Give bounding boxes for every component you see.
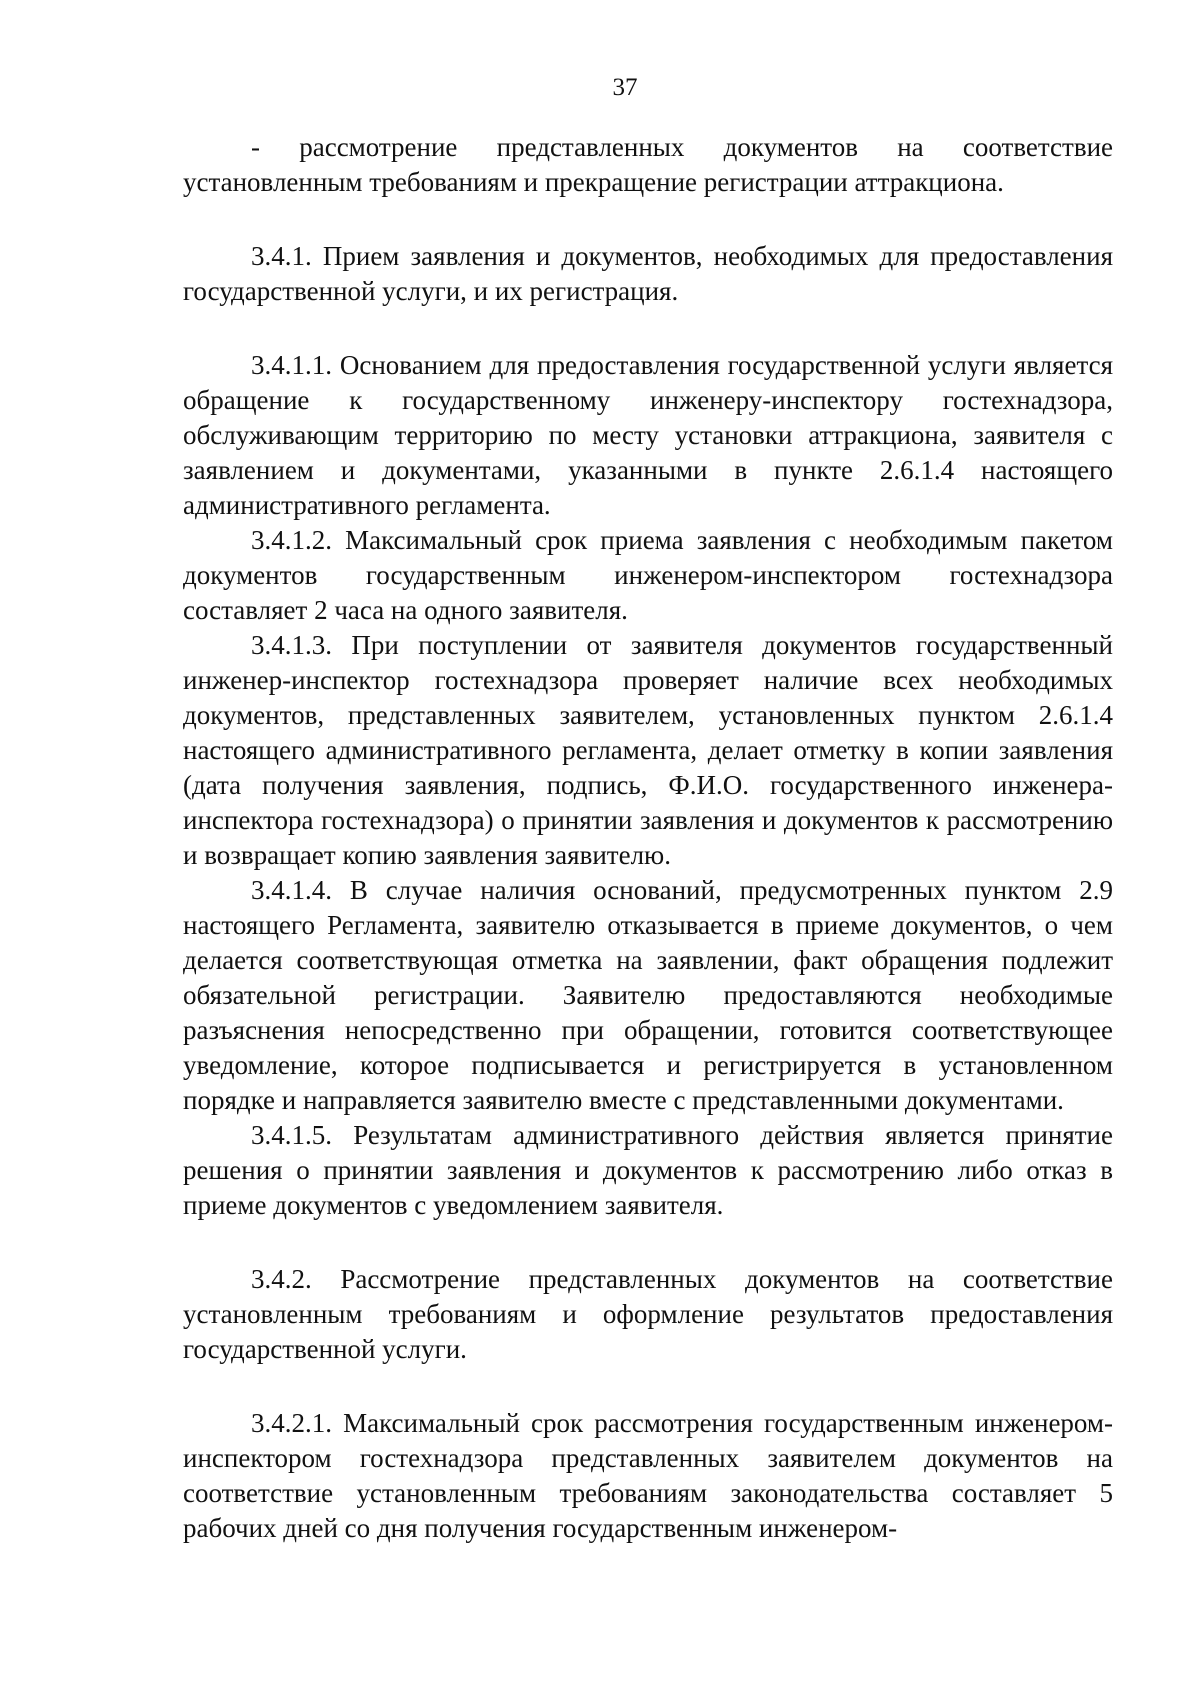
paragraph-3-4-2-1: 3.4.2.1. Максимальный срок рассмотрения государственным инженером-инспектором гостехнадзора представленных заявителем документов на соответствие установленным требованиям законодательства составляет 5 рабочих дней со дня получения государственным инженером- [183,1408,1113,1543]
paragraph-3-4-1-2: 3.4.1.2. Максимальный срок приема заявления с необходимым пакетом документов государственным инженером-инспектором гостехнадзора составляет 2 часа на одного заявителя. [183,525,1113,625]
paragraph-3-4-2: 3.4.2. Рассмотрение представленных документов на соответствие установленным требованиям и оформление результатов предоставления государственной услуги. [183,1264,1113,1364]
paragraph-3-4-1-5: 3.4.1.5. Результатам административного действия является принятие решения о принятии заявления и документов к рассмотрению либо отказ в приеме документов с уведомлением заявителя. [183,1120,1113,1220]
paragraph-3-4-1-3: 3.4.1.3. При поступлении от заявителя документов государственный инженер-инспектор гостехнадзора проверяет наличие всех необходимых документов, представленных заявителем, установленных пунктом 2.6.1.4 настоящего административного регламента, делает отметку в копии заявления (дата получения заявления, подпись, Ф.И.О. государственного инженера-инспектора гостехнадзора) о принятии заявления и документов к рассмотрению и возвращает копию заявления заявителю. [183,630,1113,870]
paragraph-3-4-1: 3.4.1. Прием заявления и документов, необходимых для предоставления государственной услуги, и их регистрация. [183,241,1113,306]
paragraph-review-item: - рассмотрение представленных документов на соответствие установленным требованиям и прекращение регистрации аттракциона. [183,132,1113,197]
document-body [183,130,1113,1546]
paragraph-3-4-1-4: 3.4.1.4. В случае наличия оснований, предусмотренных пунктом 2.9 настоящего Регламента, заявителю отказывается в приеме документов, о чем делается соответствующая отметка на заявлении, факт обращения подлежит обязательной регистрации. Заявителю предоставляются необходимые разъяснения непосредственно при обращении, готовится соответствующее уведомление, которое подписывается и регистрируется в установленном порядке и направляется заявителю вместе с представленными документами. [183,875,1113,1115]
page-number: 37 [612,74,638,101]
paragraph-3-4-1-1: 3.4.1.1. Основанием для предоставления государственной услуги является обращение к государственному инженеру-инспектору гостехнадзора, обслуживающим территорию по месту установки аттракциона, заявителя с заявлением и документами, указанными в пункте 2.6.1.4 настоящего административного регламента. [183,350,1113,520]
